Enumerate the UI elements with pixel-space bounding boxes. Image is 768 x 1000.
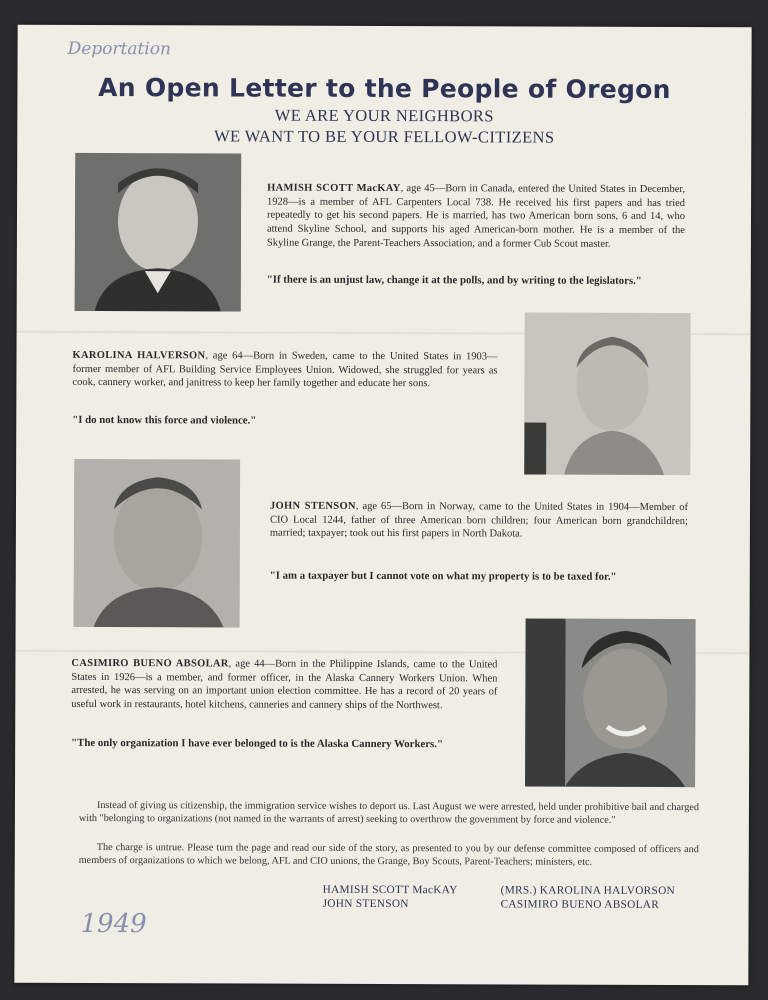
person-name: HAMISH SCOTT MacKAY	[267, 182, 401, 195]
portrait-halverson-image	[524, 312, 691, 475]
signature-absolar: CASIMIRO BUENO ABSOLAR	[500, 898, 660, 911]
leaflet-page	[14, 25, 751, 986]
portrait-mackay	[75, 153, 242, 312]
subtitle-citizens: WE WANT TO BE YOUR FELLOW-CITIZENS	[214, 126, 555, 147]
bio-text: , age 64—Born in Sweden, came to the United States in 1903—former member of AFL Building Service Employees Union. Widowed, she struggled for years as cook, cannery worker, and janitress to keep her family together and educate her sons.	[72, 350, 498, 390]
page-title: An Open Letter to the People of Oregon	[98, 73, 671, 105]
person-name: JOHN STENSON	[269, 500, 356, 512]
signature-stenson: JOHN STENSON	[322, 897, 409, 911]
quote-halverson: "I do not know this force and violence."	[72, 413, 257, 427]
bio-text: , age 44—Born in the Philippine Islands, came to the United States in 1926—is a member, and former officer, in the Alaska Cannery Workers Union. When arrested, he was serving on an important union election committee. He has a record of 20 years of useful work in restaurants, hotel kitchens, canneries and cannery ships of the Northwest.	[71, 658, 498, 712]
bio-absolar	[71, 657, 497, 713]
bio-mackay	[267, 182, 685, 252]
closing-paragraph-1: Instead of giving us citizenship, the immigration service wishes to deport us. Last August we were arrested, held under prohibitive bail and charged with "belonging to organizations (not named in the warrants of arrest) seeking to overthrow the government by force and violence."	[78, 800, 699, 826]
person-name: CASIMIRO BUENO ABSOLAR	[71, 657, 229, 670]
signature-mackay: HAMISH SCOTT MacKAY	[322, 883, 458, 897]
bio-stenson	[270, 500, 688, 543]
portrait-absolar-image	[525, 618, 696, 787]
closing-paragraph-2: The charge is untrue. Please turn the page and read our side of the story, as presented to you by our defense committee composed of officers and members of organizations to which we belong, AFL and CIO unions, the Grange, Boy Scouts, Parent-Teachers; ministers, etc.	[78, 842, 699, 868]
bio-text: , age 65—Born in Norway, came to the United States in 1904—Member of CIO Local 1244, father of three American born children; four American born grandchildren; married; taxpayer; took out his first papers in North Dakota.	[269, 500, 689, 540]
bio-text: , age 45—Born in Canada, entered the United States in December, 1928—is a member of AFL Carpenters Local 738. He received his first papers and has tried repeatedly to get his second papers. He is married, has two American born sons, 6 and 14, who attend Skyline School, and supports his aged American-born mother. He is a member of the Skyline Grange, the Parent-Teachers Association, and a former Cub Scout master.	[266, 183, 686, 250]
portrait-stenson	[74, 459, 241, 628]
bio-halverson	[72, 349, 497, 392]
portrait-halverson	[524, 312, 691, 475]
quote-stenson: "I am a taxpayer but I cannot vote on what my property is to be taxed for."	[269, 569, 617, 583]
person-name: KAROLINA HALVERSON	[72, 349, 206, 362]
handwritten-year: 1949	[80, 908, 147, 940]
portrait-mackay-image	[75, 153, 242, 312]
handwritten-note: Deportation	[67, 38, 171, 60]
portrait-stenson-image	[74, 459, 241, 628]
portrait-absolar	[525, 618, 696, 787]
signature-halvorson: (MRS.) KAROLINA HALVORSON	[500, 884, 676, 898]
subtitle-neighbors: WE ARE YOUR NEIGHBORS	[274, 105, 494, 126]
quote-absolar: "The only organization I have ever belonged to is the Alaska Cannery Workers."	[71, 736, 443, 751]
quote-mackay: "If there is an unjust law, change it at the polls, and by writing to the legislators."	[266, 273, 642, 287]
